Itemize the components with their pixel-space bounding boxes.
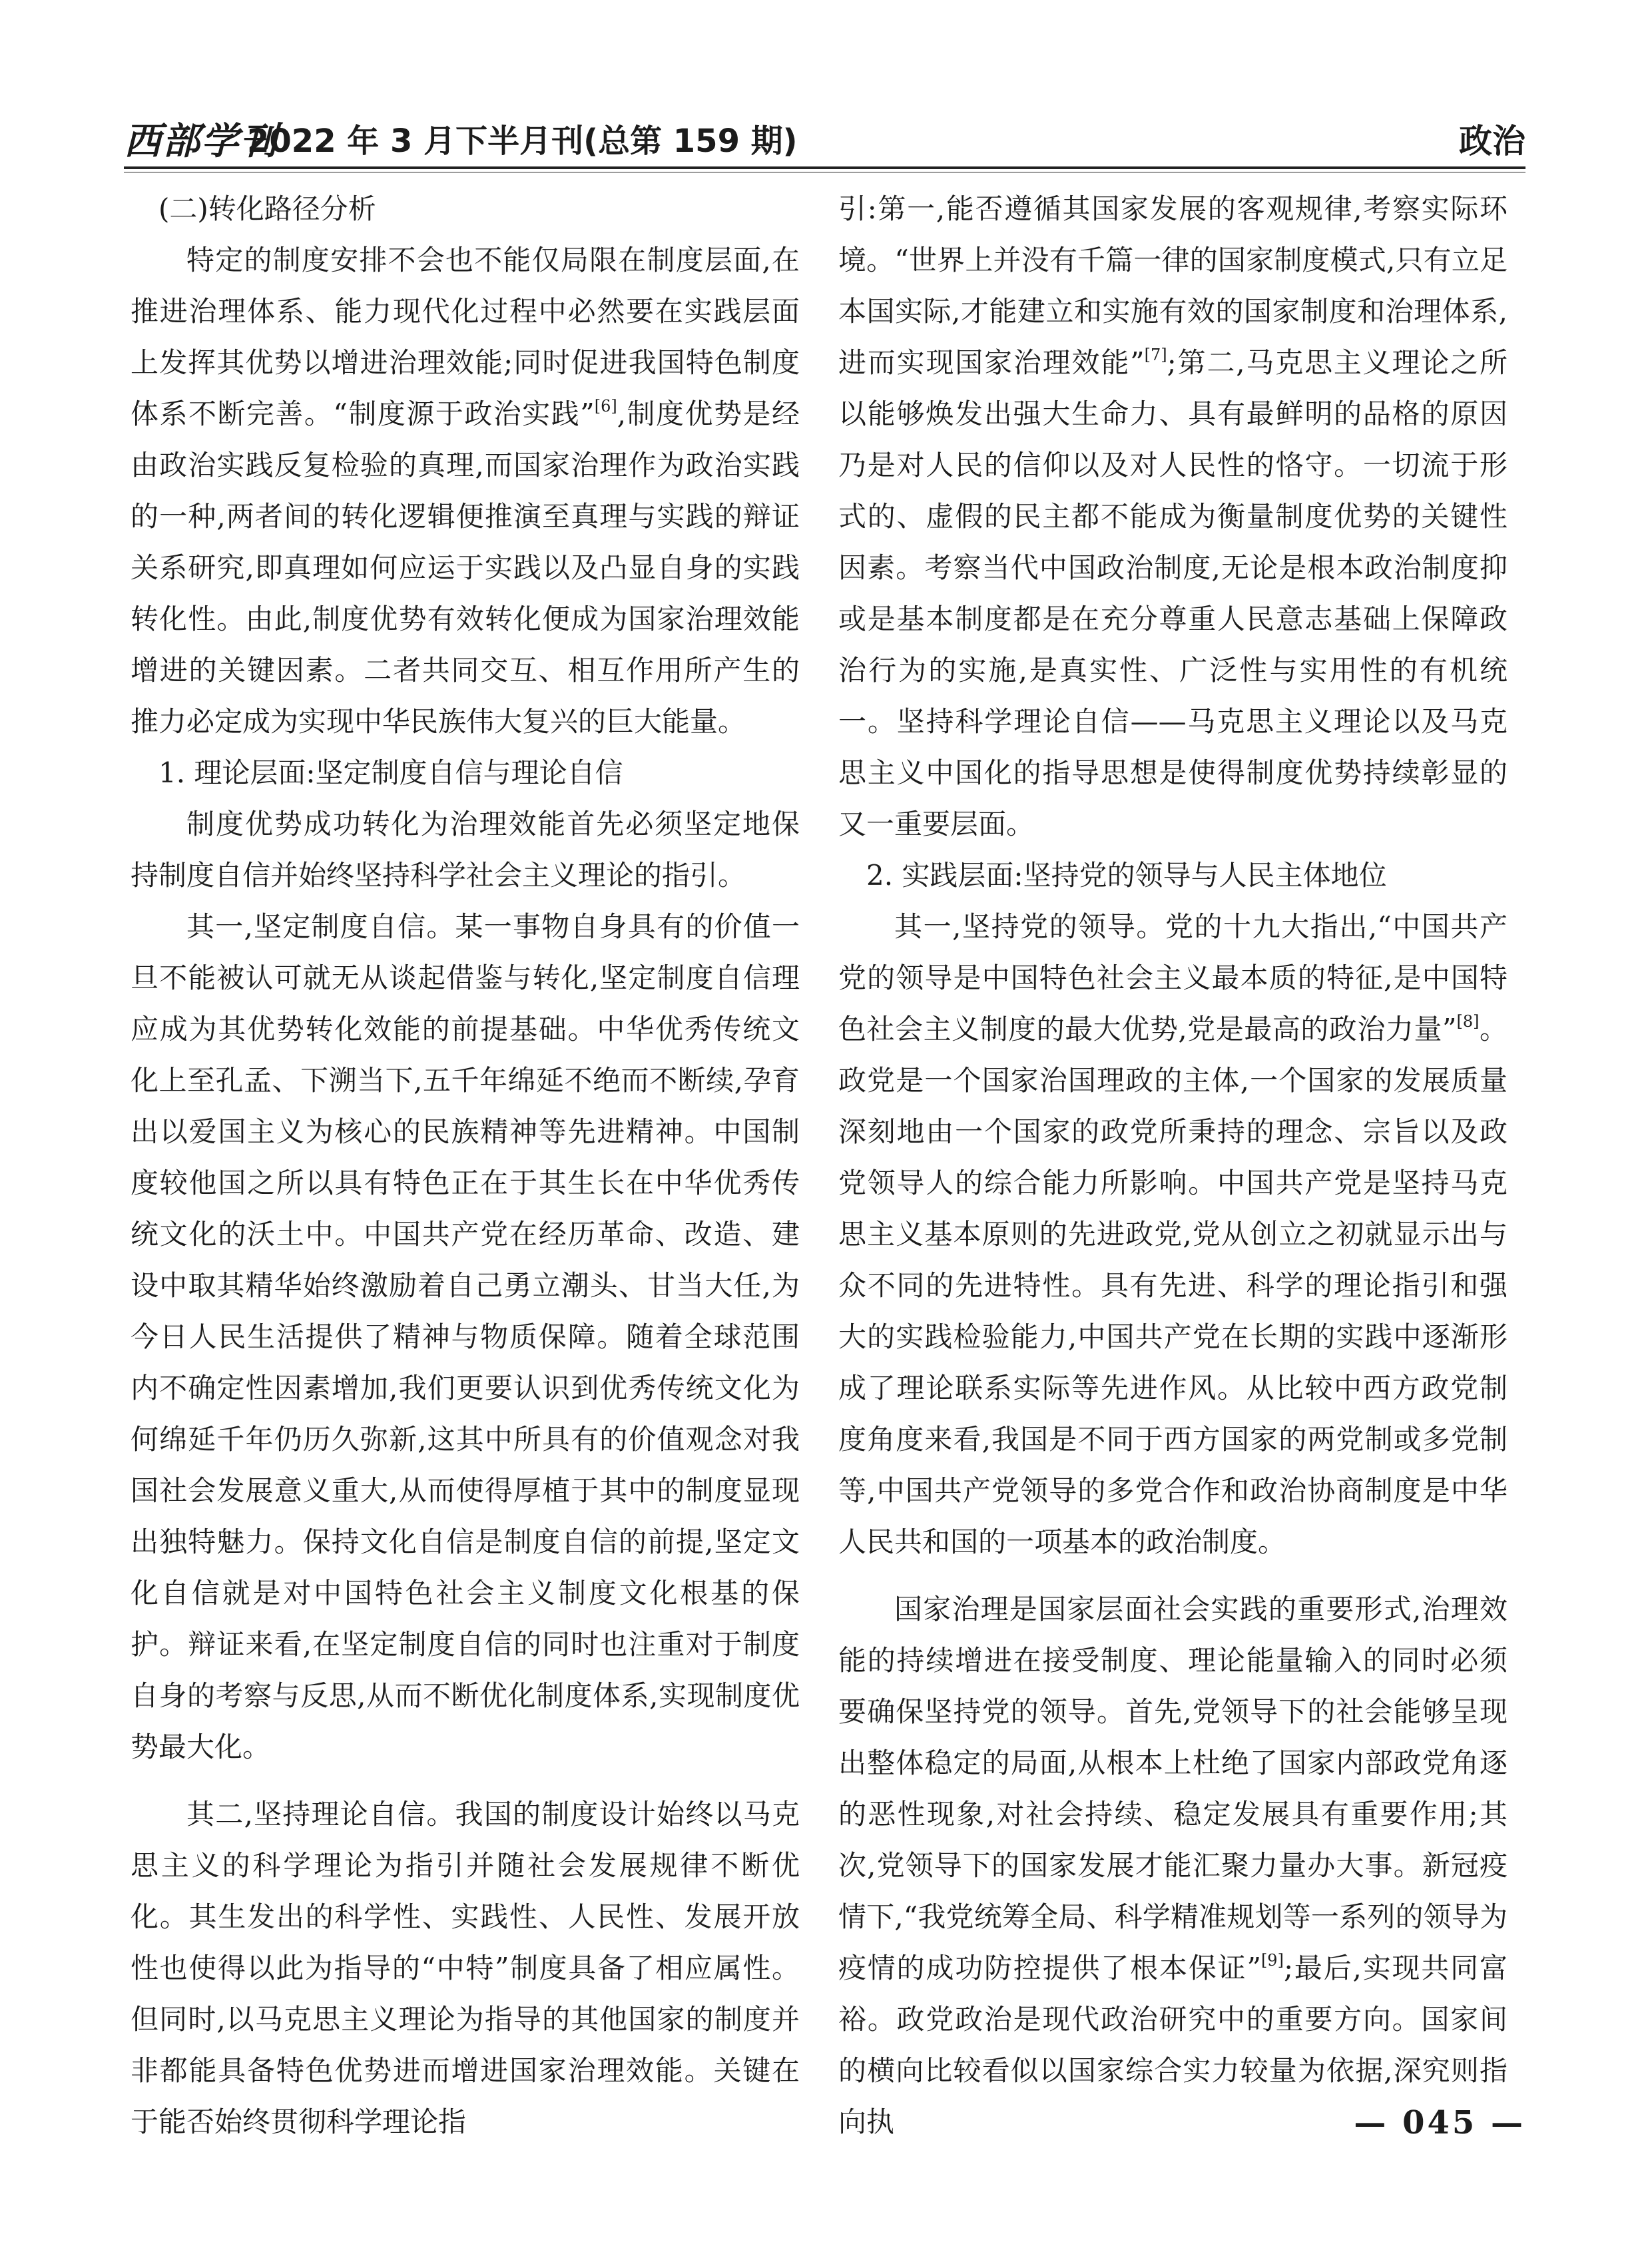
citation-ref: [9] (1260, 1951, 1284, 1970)
paragraph-text: 特定的制度安排不会也不能仅局限在制度层面,在推进治理体系、能力现代化过程中必然要在实践层面上发挥其优势以增进治理效能;同时促进我国特色制度体系不断完善。“制度源于政治实践” (131, 244, 800, 430)
paragraph-text: ;最后,实现共同富裕。政党政治是现代政治研究中的重要方向。国家间的横向比较看似以国家综合实力较量为依据,深究则指向执 (838, 1952, 1508, 2138)
left-column (131, 183, 800, 2138)
header-rule (124, 166, 1525, 169)
paragraph-text: 引:第一,能否遵循其国家发展的客观规律,考察实际环境。“世界上并没有千篇一律的国家制度模式,只有立足本国实际,才能建立和实施有效的国家制度和治理体系,进而实现国家治理效能” (838, 192, 1508, 379)
paragraph (838, 1583, 1508, 2147)
paragraph-text: ;第二,马克思主义理论之所以能够焕发出强大生命力、具有最鲜明的品格的原因乃是对人民的信仰以及对人民性的恪守。一切流于形式的、虚假的民主都不能成为衡量制度优势的关键性因素。考察当代中国政治制度,无论是根本政治制度抑或是基本制度都是在充分尊重人民意志基础上保障政治行为的实施,是真实性、广泛性与实用性的有机统一。坚持科学理论自信——马克思主义理论以及马克思主义中国化的指导思想是使得制度优势持续彰显的又一重要层面。 (838, 346, 1508, 840)
paragraph: 制度优势成功转化为治理效能首先必须坚定地保持制度自信并始终坚持科学社会主义理论的指引。 (131, 808, 800, 892)
paragraph: 其一,坚定制度自信。某一事物自身具有的价值一旦不能被认可就无从谈起借鉴与转化,坚定制度自信理应成为其优势转化效能的前提基础。中华优秀传统文化上至孔孟、下溯当下,五千年绵延不绝而不断续,孕育出以爱国主义为核心的民族精神等先进精神。中国制度较他国之所以具有特色正在于其生长在中华优秀传统文化的沃土中。中国共产党在经历革命、改造、建设中取其精华始终激励着自己勇立潮头、甘当大任,为今日人民生活提供了精神与物质保障。随着全球范围内不确定性因素增加,我们更要认识到优秀传统文化为何绵延千年仍历久弥新,这其中所具有的价值观念对我国社会发展意义重大,从而使得厚植于其中的制度显现出独特魅力。保持文化自信是制度自信的前提,坚定文化自信就是对中国特色社会主义制度文化根基的保护。辩证来看,在坚定制度自信的同时也注重对于制度自身的考察与反思,从而不断优化制度体系,实现制度优势最大化。 (131, 910, 800, 1763)
paragraph: 其二,坚持理论自信。我国的制度设计始终以马克思主义的科学理论为指引并随社会发展规律不断优化。其生发出的科学性、实践性、人民性、发展开放性也使得以此为指导的“中特”制度具备了相应属性。但同时,以马克思主义理论为指导的其他国家的制度并非都能具备特色优势进而增进国家治理效能。关键在于能否始终贯彻科学理论指 (131, 1798, 800, 2138)
paragraph (838, 901, 1508, 1567)
section-label: 政治 (1459, 122, 1525, 160)
paragraph-continued (838, 183, 1508, 850)
running-header (124, 113, 1525, 166)
subheading-transformation-path: (二)转化路径分析 (158, 192, 376, 225)
citation-ref: [8] (1456, 1012, 1480, 1031)
paragraph-text: 国家治理是国家层面社会实践的重要形式,治理效能的持续增进在接受制度、理论能量输入的同时必须要确保坚持党的领导。首先,党领导下的社会能够呈现出整体稳定的局面,从根本上杜绝了国家内部政党角逐的恶性现象,对社会持续、稳定发展具有重要作用;其次,党领导下的国家发展才能汇聚力量办大事。新冠疫情下,“我党统筹全局、科学精准规划等一系列的领导为疫情的成功防控提供了根本保证” (838, 1593, 1508, 1984)
citation-ref: [7] (1144, 346, 1167, 364)
issue-info: 2022 年 3 月下半月刊(总第 159 期) (247, 123, 798, 160)
page-number: — 045 — (1354, 2104, 1525, 2141)
paragraph (131, 234, 800, 747)
citation-ref: [6] (594, 397, 617, 416)
paragraph-text: 其一,坚持党的领导。党的十九大指出,“中国共产党的领导是中国特色社会主义最本质的特征,是中国特色社会主义制度的最大优势,党是最高的政治力量” (838, 910, 1508, 1045)
journal-logo: 西部学刊 (124, 119, 278, 163)
paragraph-text: ,制度优势是经由政治实践反复检验的真理,而国家治理作为政治实践的一种,两者间的转化逻辑便推演至真理与实践的辩证关系研究,即真理如何应运于实践以及凸显自身的实践转化性。由此,制度优势有效转化便成为国家治理效能增进的关键因素。二者共同交互、相互作用所产生的推力必定成为实现中华民族伟大复兴的巨大能量。 (131, 398, 800, 738)
subheading-theory-level: 1. 理论层面:坚定制度自信与理论自信 (158, 756, 623, 789)
paragraph-text: 。政党是一个国家治国理政的主体,一个国家的发展质量深刻地由一个国家的政党所秉持的理念、宗旨以及政党领导人的综合能力所影响。中国共产党是坚持马克思主义基本原则的先进政党,党从创立之初就显示出与众不同的先进特性。具有先进、科学的理论指引和强大的实践检验能力,中国共产党在长期的实践中逐渐形成了理论联系实际等先进作风。从比较中西方政党制度角度来看,我国是不同于西方国家的两党制或多党制等,中国共产党领导的多党合作和政治协商制度是中华人民共和国的一项基本的政治制度。 (838, 1013, 1508, 1558)
subheading-practice-level: 2. 实践层面:坚持党的领导与人民主体地位 (866, 859, 1387, 892)
